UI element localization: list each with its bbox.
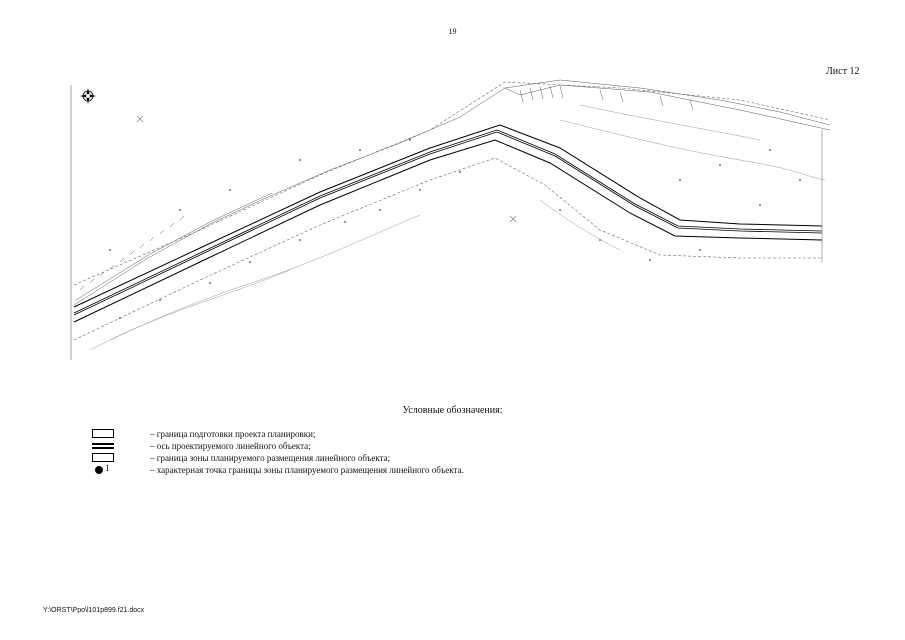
grid-cross-marks <box>137 116 516 222</box>
legend-title: Условные обозначения: <box>402 405 503 416</box>
legend-item-text: – граница зоны планируемого размещения линейного объекта; <box>150 453 391 463</box>
sheet-label: Лист 12 <box>826 66 860 77</box>
legend-item-text: – граница подготовки проекта планировки; <box>150 429 316 439</box>
legend-item-text: – ось проектируемого линейного объекта; <box>150 441 311 451</box>
double-line-icon <box>88 440 150 452</box>
rectangle-outline-icon <box>88 452 150 464</box>
rectangle-outline-icon <box>88 428 150 440</box>
project-axis-line <box>74 130 822 315</box>
point-icon <box>88 464 150 476</box>
page-number: 19 <box>448 27 457 36</box>
legend-item-characteristic-point <box>88 464 464 476</box>
legend-item-placement-zone <box>88 452 390 464</box>
compass-rose-icon <box>80 88 96 104</box>
legend-item-project-axis <box>88 440 311 452</box>
legend-item-text: – характерная точка границы зоны планируемого размещения линейного объекта. <box>150 465 464 475</box>
legend-item-planning-boundary <box>88 428 315 440</box>
file-path: Y:\ORST\Ppo\l101p899.f21.docx <box>43 607 145 614</box>
terrain-hatching <box>74 80 830 305</box>
point-label: 1 <box>105 463 110 473</box>
